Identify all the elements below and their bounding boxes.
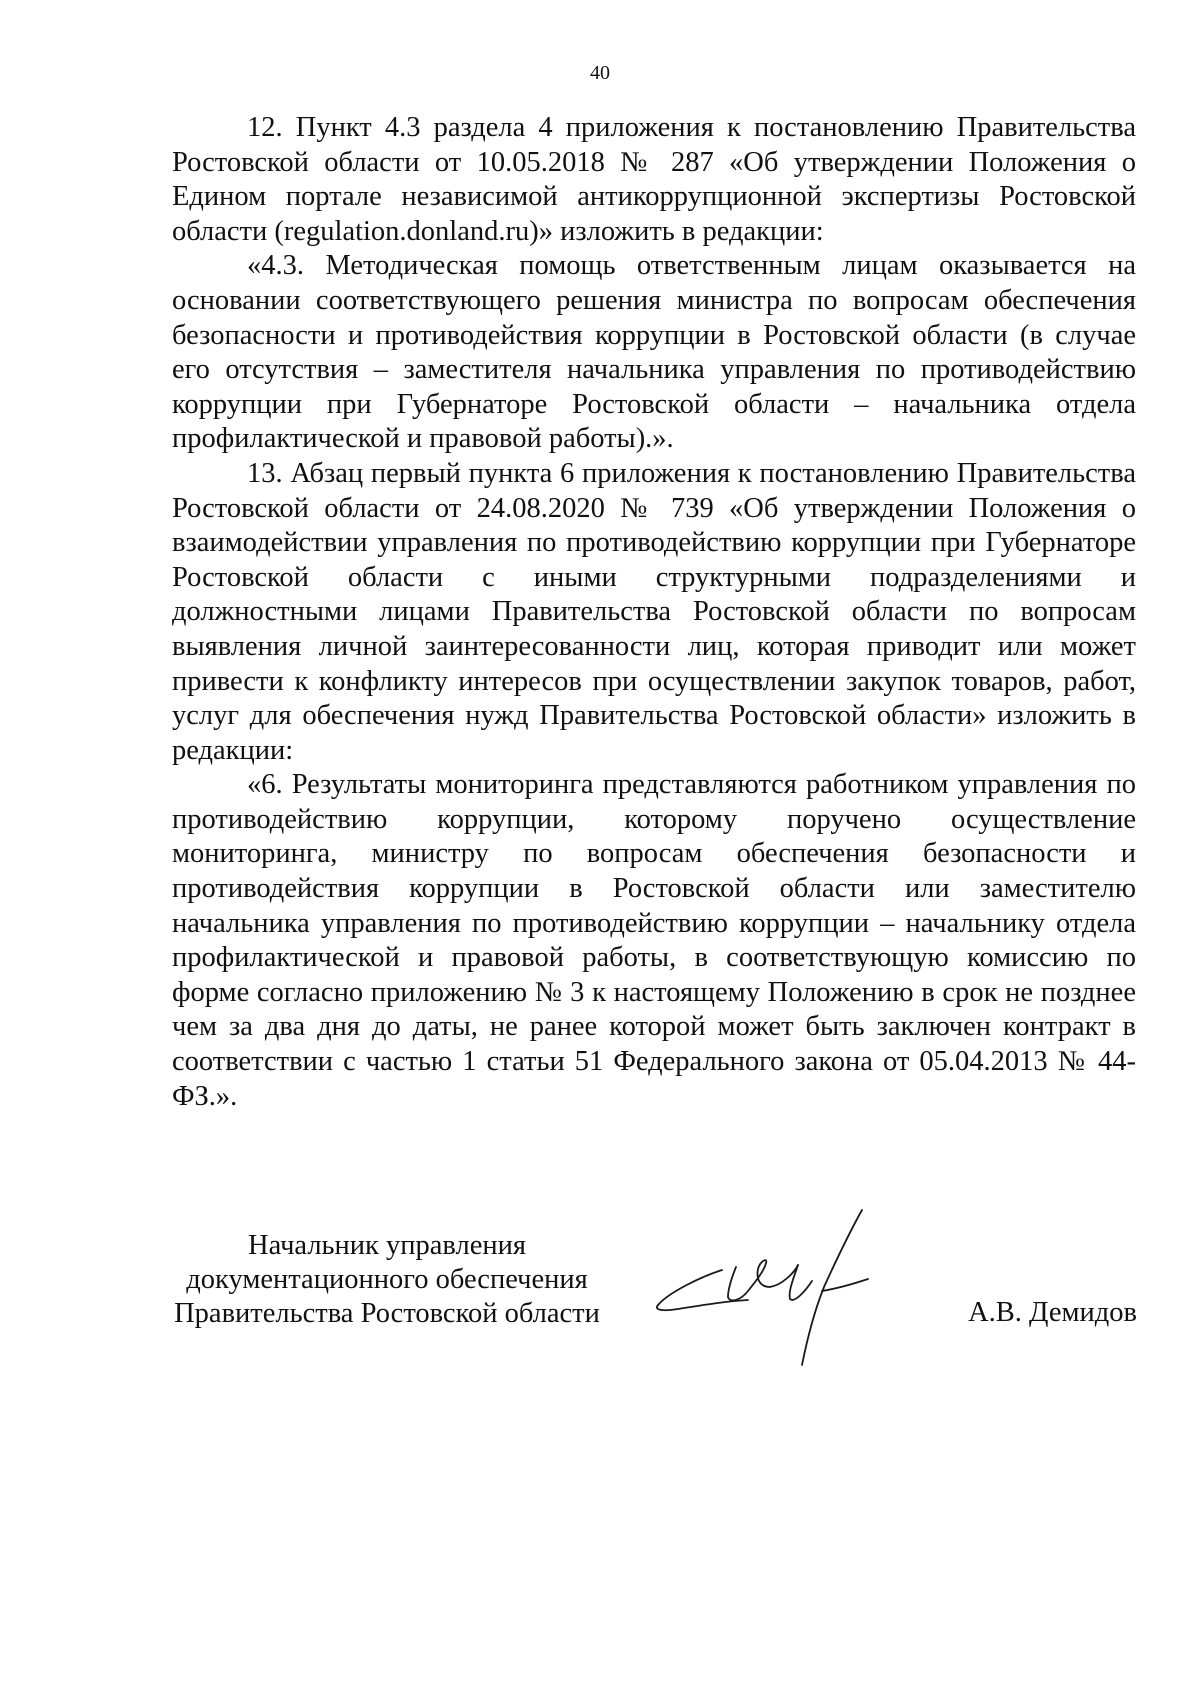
signatory-title-line: Правительства Ростовской области [174,1298,600,1329]
signature-stroke [728,1260,798,1300]
signer-name: А.В. Демидов [968,1297,1137,1328]
handwritten-signature [648,1205,948,1380]
signatory-title-line: документационного обеспечения [186,1264,588,1295]
signature-stroke [790,1265,812,1300]
page-number: 40 [590,62,610,84]
signatory-title-line: Начальник управления [248,1230,526,1261]
paragraph-12: 12. Пункт 4.3 раздела 4 приложения к постановлению Правительства Ростовской области от 10.05.2018 № 287 «Об утверждении Положения о Едином портале независимой антикоррупционной экспертизы Ростовской области (regulation.donland.ru)» изложить в редакции: [172,112,1136,247]
paragraph-6-quote: «6. Результаты мониторинга представляются работником управления по противодействию коррупции, которому поручено осуществление мониторинга, министру по вопросам обеспечения безопасности и противодействия коррупции в Ростовской области или заместителю начальника управления по противодействию коррупции – начальнику отдела профилактической и правовой работы, в соответствующую комиссию по форме согласно приложению № 3 к настоящему Положению в срок не позднее чем за два дня до даты, не ранее которой может быть заключен контракт в соответствии с частью 1 статьи 51 Федерального закона от 05.04.2013 № 44-ФЗ.». [172,769,1136,1112]
paragraph-4-3-quote: «4.3. Методическая помощь ответственным лицам оказывается на основании соответствующего решения министра по вопросам обеспечения безопасности и противодействия коррупции в Ростовской области (в случае его отсутствия – заместителя начальника управления по противодействию коррупции при Губернаторе Ростовской области – начальника отдела профилактической и правовой работы).». [172,250,1136,455]
signature-stroke [657,1270,748,1310]
signatory-title [172,1229,602,1331]
paragraph-13: 13. Абзац первый пункта 6 приложения к постановлению Правительства Ростовской области от 24.08.2020 № 739 «Об утверждении Положения о взаимодействии управления по противодействию коррупции при Губернаторе Ростовской области с иными структурными подразделениями и должностными лицами Правительства Ростовской области по вопросам выявления личной заинтересованности лиц, которая приводит или может привести к конфликту интересов при осуществлении закупок товаров, работ, услуг для обеспечения нужд Правительства Ростовской области» изложить в редакции: [172,457,1136,766]
document-body [172,111,1136,1114]
signature-stroke [822,1279,868,1291]
signature-stroke [802,1210,862,1365]
